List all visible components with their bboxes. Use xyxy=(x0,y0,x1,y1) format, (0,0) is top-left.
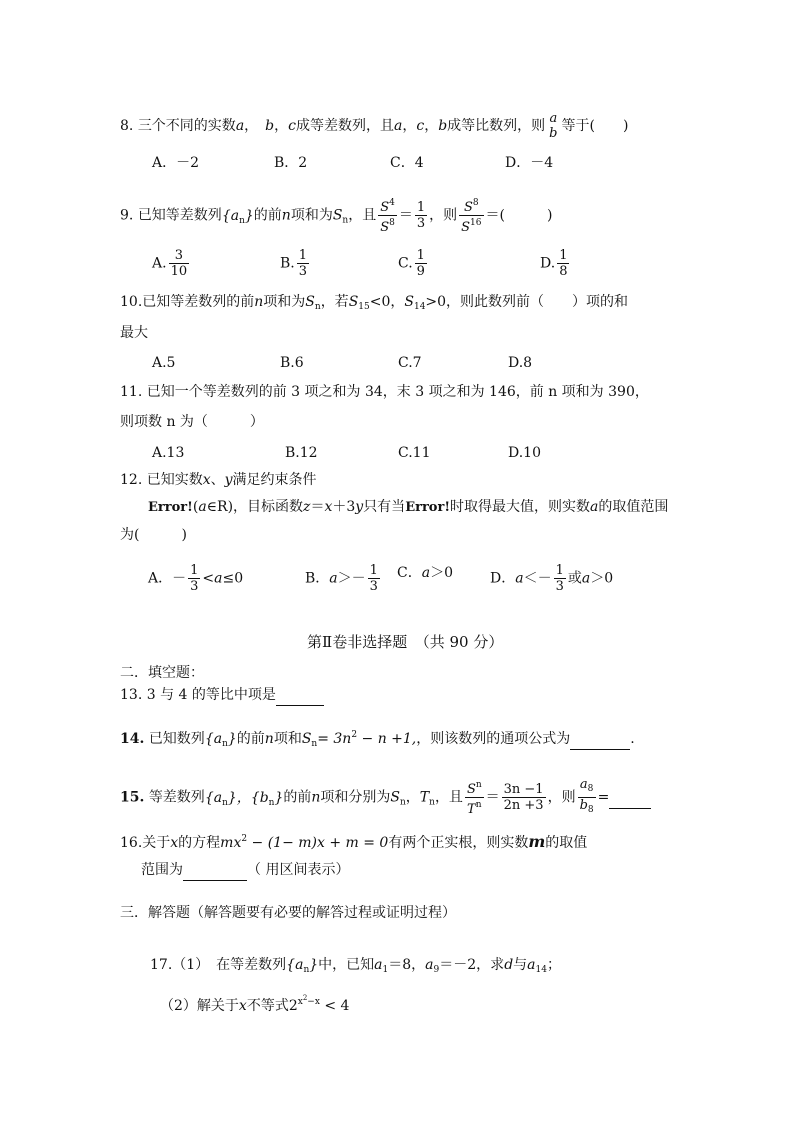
section-solve: 三．解答题（解答题要有必要的解答过程或证明过程） xyxy=(120,905,456,921)
q16-stem: 16.关于x的方程$mx^2 - (1- m)x + m = 0$有两个正实根，则实数m的取值 xyxy=(120,832,588,851)
q10-option-b: B.6 xyxy=(280,355,304,371)
q12-stem-line2: Error!(a∈R)，目标函数z＝x＋3y只有当Error!时取得最大值，则实数a的取值范围 xyxy=(148,499,669,515)
q11-stem-line2: 则项数 n 为（ ） xyxy=(120,414,264,430)
q10-stem-line2: 最大 xyxy=(120,325,148,341)
q11-stem: 11. 已知一个等差数列的前 3 项之和为 34，末 3 项之和为 146，前 n 项和为 390， xyxy=(120,384,649,400)
q10-stem: 10.已知等差数列的前n项和为$S_n$，若$S_{15}<0$，$S_{14}>0$，则此数列前（ ）项的和 xyxy=(120,294,629,312)
q17-part2: （2）解关于x不等式$2^{x^2-x} < 4$ xyxy=(160,994,350,1014)
q9-option-b: B. $\frac{1}{3}$ xyxy=(280,248,308,279)
q8-fraction: a b xyxy=(549,111,558,141)
q9-option-c: C. $\frac{1}{9}$ xyxy=(398,248,425,279)
q8-option-b: B．2 xyxy=(274,155,308,171)
q11-option-c: C.11 xyxy=(398,445,431,461)
q14-answer-blank[interactable] xyxy=(570,729,630,750)
q12-option-d: D．a＜－ $\frac{1}{3}$ 或a＞0 xyxy=(490,563,614,594)
q9-option-d: D. $\frac{1}{8}$ xyxy=(540,248,568,279)
q8-option-c: C．4 xyxy=(390,155,424,171)
q12-option-c: C．a＞0 xyxy=(397,565,453,581)
q13-answer-blank[interactable] xyxy=(276,685,324,706)
part2-title: 第Ⅱ卷非选择题 （共 90 分） xyxy=(307,633,504,651)
q16-answer-blank[interactable] xyxy=(183,860,247,881)
q13-stem: 13. 3 与 4 的等比中项是 xyxy=(120,685,324,706)
q16-stem-line2: 范围为 （ 用区间表示） xyxy=(141,860,349,881)
q15-stem: 15. 等差数列$\{a_n\}$，$\{b_n\}$的前n项和分别为$S_n$，$T_n$，且 $\frac{S^n}{T^n}$ ＝ $\frac{3n -1}{2n +3}$ ，则 $\frac{a_8}{b_8}$ = xyxy=(120,777,651,818)
q8-stem: 8. 三个不同的实数a， b，c成等差数列，且a，c，b成等比数列，则 a b 等于( ) xyxy=(120,111,629,141)
q12-option-a: A．－ $\frac{1}{3}$ <a≤0 xyxy=(148,563,244,594)
q9-option-a: A. $\frac{3}{10}$ xyxy=(152,248,188,279)
q15-answer-blank[interactable] xyxy=(609,788,651,809)
q14-stem: 14. 已知数列$\{a_n\}$的前n项和$S_n= 3n^2 - n +1$,，则该数列的通项公式为 . xyxy=(120,730,635,749)
q11-option-d: D.10 xyxy=(508,445,541,461)
q8-option-a: A．－2 xyxy=(152,155,200,171)
q11-option-b: B.12 xyxy=(285,445,318,461)
q11-option-a: A.13 xyxy=(152,445,185,461)
section-fill-blank: 二．填空题： xyxy=(120,665,204,681)
q12-option-b: B．a＞－ $\frac{1}{3}$ xyxy=(305,563,378,594)
q10-option-a: A.5 xyxy=(152,355,176,371)
q12-stem: 12. 已知实数x、y满足约束条件 xyxy=(120,472,317,488)
q17-part1: 17.（1） 在等差数列$\{a_n\}$中，已知$a_1=8$，$a_9=-2$，求d与$a_{14}$； xyxy=(150,957,561,975)
q10-option-d: D.8 xyxy=(508,355,533,371)
q10-option-c: C.7 xyxy=(398,355,422,371)
q12-stem-line3: 为( ) xyxy=(120,527,187,543)
q9-stem: 9. 已知等差数列$\{a_n\}$的前n项和为$S_n$，且 $\frac{S^4}{S^8}$ ＝ $\frac{1}{3}$ ，则 $\frac{S^8}{S^{16}}$ ＝( ) xyxy=(120,198,553,235)
q8-option-d: D．－4 xyxy=(505,155,554,171)
